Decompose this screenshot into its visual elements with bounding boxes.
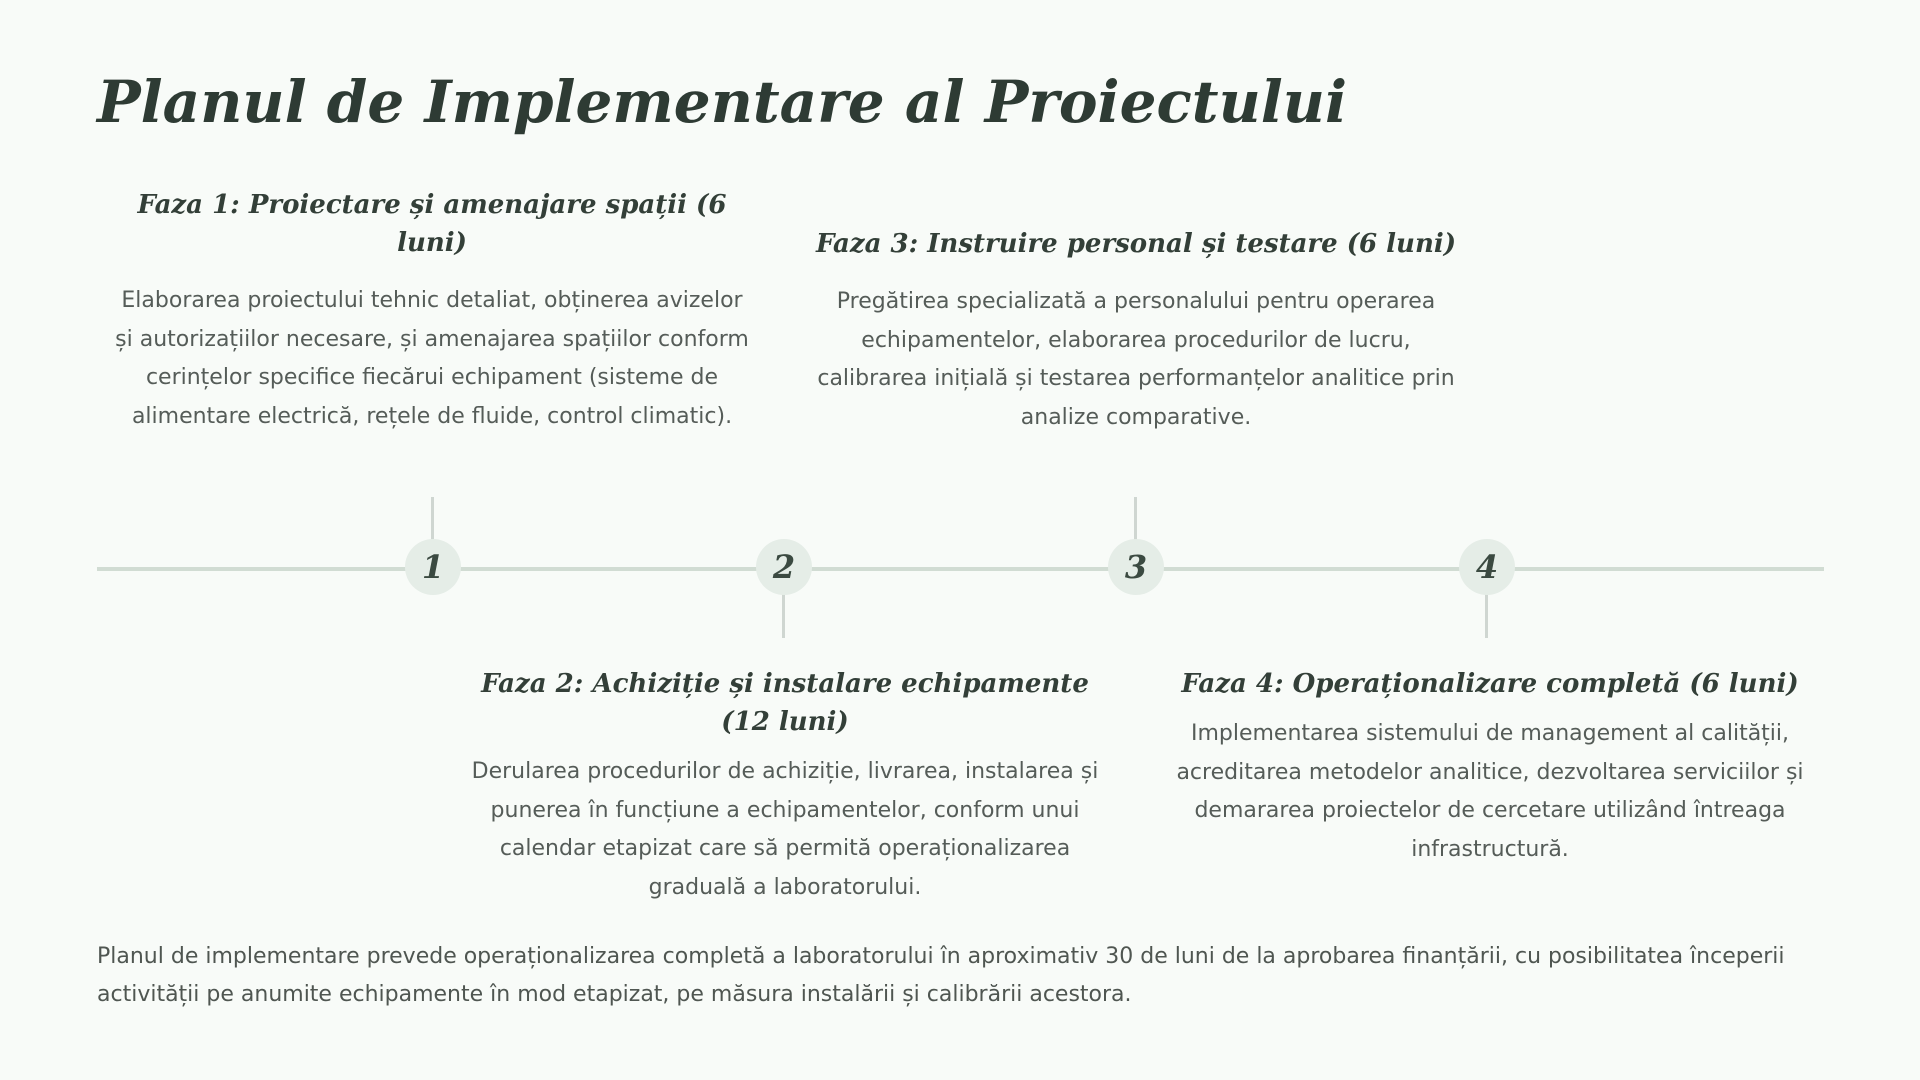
summary-paragraph: Planul de implementare prevede operaționalizarea completă a laboratorului în aproximativ 30 de luni de la aprobarea finanțării, cu posibilitatea începerii activității pe anumite echipamente în mod etapizat, pe măsura instalării și calibrării acestora. (97, 944, 1785, 1007)
phase-3-description: Pregătirea specializată a personalului pentru operarea echipamentelor, elaborarea procedurilor de lucru, calibrarea inițială și testarea performanțelor analitice prin analize comparative. (817, 289, 1455, 430)
phase-1-title: Faza 1: Proiectare și amenajare spații (6 luni) (137, 190, 727, 258)
timeline-line (97, 567, 1824, 571)
phase-2-block (465, 665, 1105, 907)
phase-3-block (811, 225, 1461, 437)
phase-1-marker: 1 (405, 539, 461, 595)
phase-1-connector (431, 497, 434, 543)
phase-2-title: Faza 2: Achiziție și instalare echipamente (12 luni) (481, 669, 1089, 737)
page-title: Planul de Implementare al Proiectului (97, 68, 1348, 136)
phase-3-marker: 3 (1108, 539, 1164, 595)
phase-1-block (112, 186, 752, 436)
phase-3-connector (1134, 497, 1137, 543)
phase-4-block (1170, 665, 1810, 869)
phase-4-description: Implementarea sistemului de management al calității, acreditarea metodelor analitice, dezvoltarea serviciilor și demararea proiectelor de cercetare utilizând întreaga infrastructură. (1176, 721, 1804, 862)
phase-1-description: Elaborarea proiectului tehnic detaliat, obținerea avizelor și autorizațiilor necesare, și amenajarea spațiilor conform cerințelor specifice fiecărui echipament (sisteme de alimentare electrică, rețele de fluide, control climatic). (115, 288, 749, 429)
phase-2-description: Derularea procedurilor de achiziție, livrarea, instalarea și punerea în funcțiune a echipamentelor, conform unui calendar etapizat care să permită operaționalizarea graduală a laboratorului. (471, 759, 1099, 900)
phase-2-marker: 2 (756, 539, 812, 595)
phase-2-connector (782, 592, 785, 638)
phase-3-title: Faza 3: Instruire personal și testare (6 luni) (815, 229, 1457, 259)
phase-4-connector (1485, 592, 1488, 638)
phase-4-title: Faza 4: Operaționalizare completă (6 luni) (1181, 669, 1799, 699)
phase-4-marker: 4 (1459, 539, 1515, 595)
